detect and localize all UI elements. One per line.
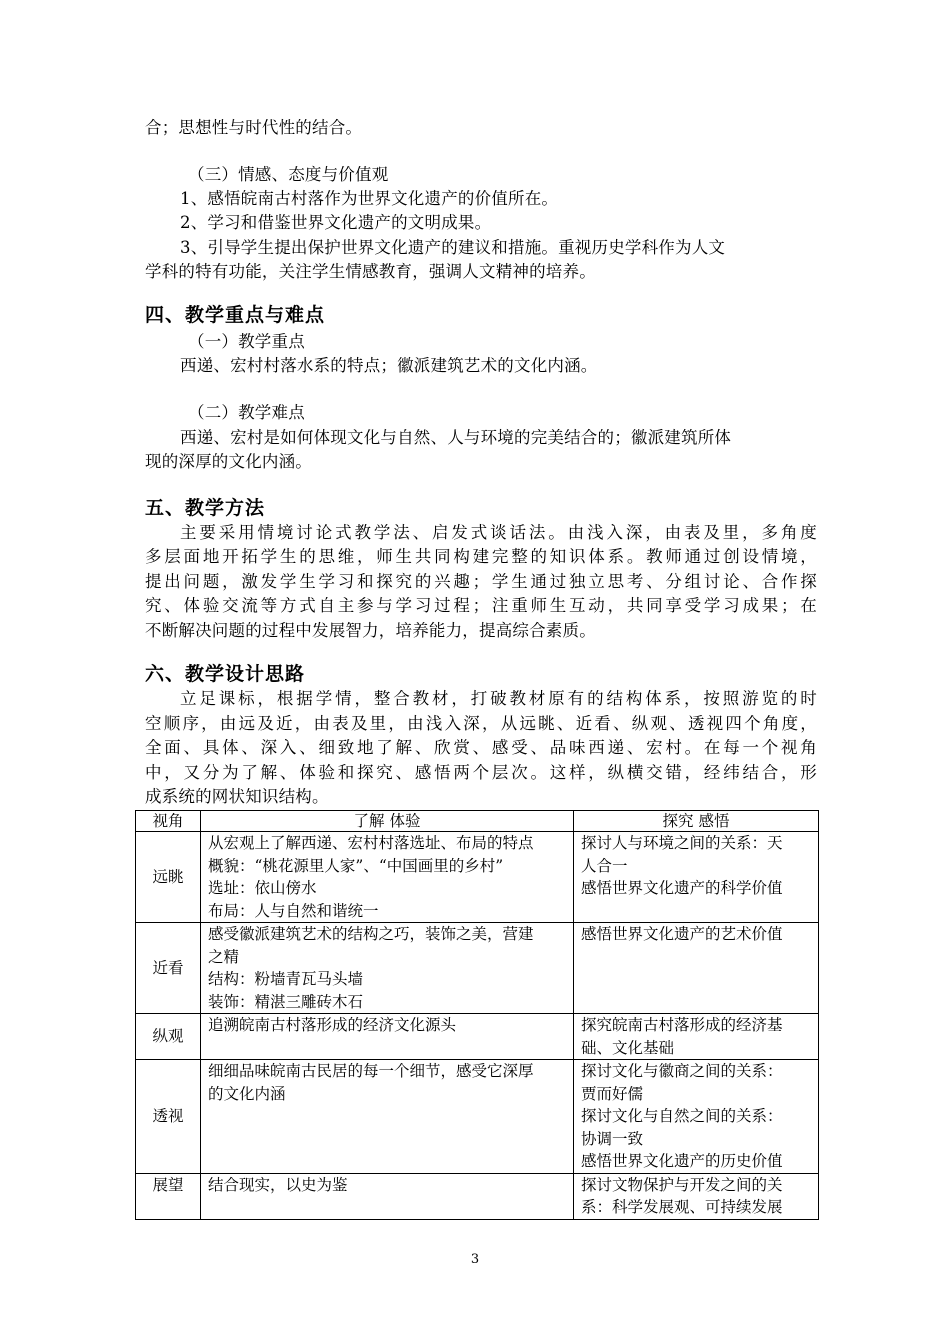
paragraph-line: 现的深厚的文化内涵。 (145, 452, 312, 471)
paragraph-line: 西递、宏村是如何体现文化与自然、人与环境的完美结合的；徽派建筑所体 (180, 428, 732, 447)
view-cell: 展望 (136, 1173, 201, 1219)
learn-cell (201, 923, 574, 1014)
explore-cell (574, 923, 819, 1014)
cell-text: 结合现实，以史为鉴 (208, 1175, 348, 1194)
cell-text: 系：科学发展观、可持续发展 (581, 1198, 783, 1216)
header-learn: 了解 体验 (201, 811, 574, 832)
cell-text: 础、文化基础 (581, 1038, 675, 1057)
paragraph-line: 主要采用情境讨论式教学法、启发式谈话法。由浅入深，由表及里，多角度 (180, 523, 817, 542)
paragraph-line: 成系统的网状知识结构。 (145, 787, 329, 806)
subsection-heading: （二）教学难点 (188, 403, 305, 422)
learn-cell (201, 1060, 574, 1174)
learn-cell (201, 1173, 574, 1219)
cell-text: 感悟世界文化遗产的历史价值 (581, 1152, 783, 1170)
paragraph-line: 全面、具体、深入、细致地了解、欣赏、感受、品味西递、宏村。在每一个视角 (145, 738, 817, 757)
table-header-row (136, 811, 819, 832)
explore-cell (574, 1060, 819, 1174)
table-row (136, 1060, 819, 1174)
cell-text: 装饰：精湛三雕砖木石 (208, 992, 364, 1011)
cell-text: 探讨文化与自然之间的关系： (581, 1107, 783, 1125)
cell-text: 协调一致 (581, 1129, 644, 1148)
list-item-continuation: 学科的特有功能，关注学生情感教育，强调人文精神的培养。 (145, 262, 596, 281)
learn-cell (201, 1014, 574, 1060)
cell-text: 感悟世界文化遗产的科学价值 (581, 879, 783, 897)
table-row (136, 923, 819, 1014)
header-view: 视角 (136, 811, 201, 832)
learn-cell (201, 832, 574, 923)
cell-text: 追溯皖南古村落形成的经济文化源头 (208, 1016, 457, 1034)
list-item: 3、引导学生提出保护世界文化遗产的建议和措施。重视历史学科作为人文 (180, 238, 726, 257)
cell-text: 探究皖南古村落形成的经济基 (581, 1016, 783, 1034)
view-cell: 纵观 (136, 1014, 201, 1060)
view-cell: 远眺 (136, 832, 201, 923)
header-explore: 探究 感悟 (574, 811, 819, 832)
list-item: 1、感悟皖南古村落作为世界文化遗产的价值所在。 (180, 189, 559, 208)
cell-text: 从宏观上了解西递、宏村村落选址、布局的特点 (208, 834, 534, 852)
view-cell: 透视 (136, 1060, 201, 1174)
table-row (136, 1173, 819, 1219)
view-cell: 近看 (136, 923, 201, 1014)
cell-text: 探讨文化与徽商之间的关系： (581, 1062, 783, 1080)
paragraph-line: 立足课标，根据学情，整合教材，打破教材原有的结构体系，按照游览的时 (180, 689, 817, 708)
cell-text: 选址：依山傍水 (208, 879, 317, 897)
explore-cell (574, 832, 819, 923)
cell-text: 的文化内涵 (208, 1084, 286, 1103)
table-row (136, 832, 819, 923)
cell-text: 贾而好儒 (581, 1084, 644, 1103)
explore-cell (574, 1173, 819, 1219)
subsection-heading: （三）情感、态度与价值观 (188, 165, 389, 184)
cell-text: 布局：人与自然和谐统一 (208, 901, 379, 920)
paragraph-line: 中，又分为了解、体验和探究、感悟两个层次。这样，纵横交错，经纬结合，形 (145, 763, 817, 782)
explore-cell (574, 1014, 819, 1060)
table-row (136, 1014, 819, 1060)
paragraph-line: 不断解决问题的过程中发展智力，培养能力，提高综合素质。 (145, 621, 596, 640)
cell-text: 感悟世界文化遗产的艺术价值 (581, 925, 783, 943)
cell-text: 人合一 (581, 856, 628, 875)
section-heading: 五、教学方法 (145, 497, 266, 519)
paragraph-line: 提出问题，激发学生学习和探究的兴趣；学生通过独立思考、分组讨论、合作探 (145, 572, 817, 591)
paragraph-line: 空顺序，由远及近，由表及里，由浅入深，从远眺、近看、纵观、透视四个角度， (145, 714, 817, 733)
list-item: 2、学习和借鉴世界文化遗产的文明成果。 (180, 213, 492, 232)
subsection-heading: （一）教学重点 (188, 332, 305, 351)
cell-text: 之精 (208, 947, 240, 966)
cell-text: 概貌：“桃花源里人家”、“中国画里的乡村” (208, 856, 504, 875)
cell-text: 探讨文物保护与开发之间的关 (581, 1175, 783, 1194)
paragraph-line: 多层面地开拓学生的思维，师生共同构建完整的知识体系。教师通过创设情境， (145, 547, 817, 566)
cell-text: 感受徽派建筑艺术的结构之巧，装饰之美，营建 (208, 925, 534, 943)
cell-text: 探讨人与环境之间的关系：天 (581, 834, 783, 852)
page-number: 3 (470, 1252, 480, 1267)
paragraph-line: 合；思想性与时代性的结合。 (145, 118, 363, 137)
teaching-design-table (135, 810, 819, 1220)
section-heading: 四、教学重点与难点 (145, 304, 326, 326)
cell-text: 结构：粉墙青瓦马头墙 (208, 970, 364, 988)
paragraph-line: 究、体验交流等方式自主参与学习过程；注重师生互动，共同享受学习成果；在 (145, 596, 817, 615)
paragraph-line: 西递、宏村村落水系的特点；徽派建筑艺术的文化内涵。 (180, 356, 598, 375)
section-heading: 六、教学设计思路 (145, 663, 306, 685)
cell-text: 细细品味皖南古民居的每一个细节，感受它深厚 (208, 1062, 534, 1080)
